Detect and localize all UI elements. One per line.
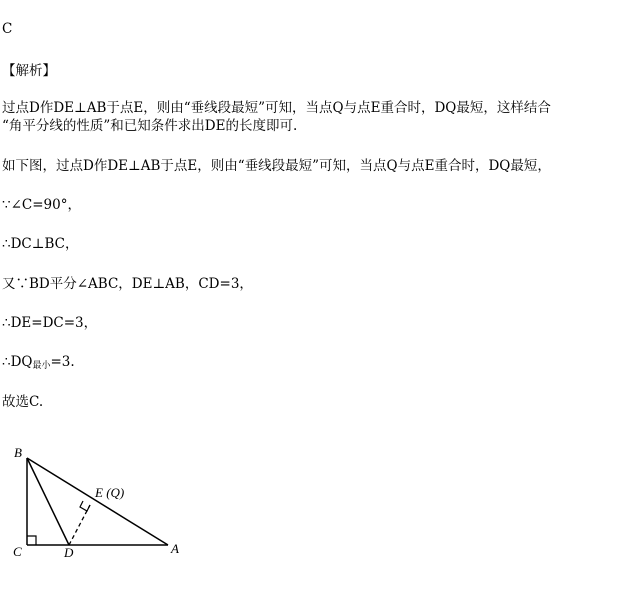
- label-e-q: E (Q): [95, 485, 125, 500]
- step-dc-perpendicular: ∴DC⊥BC，: [2, 236, 79, 252]
- label-d: D: [64, 545, 74, 560]
- label-a: A: [171, 541, 179, 556]
- right-angle-mark-e: [80, 501, 90, 511]
- analysis-heading: 【解析】: [2, 63, 56, 79]
- step-angle-c: ∵∠C=90°，: [2, 197, 81, 213]
- right-angle-mark-c: [27, 536, 36, 545]
- step-de-equals-dc: ∴DE=DC=3，: [2, 315, 98, 331]
- label-b: B: [14, 445, 22, 460]
- conclusion: 故选C.: [2, 394, 44, 410]
- dq-text: ∴DQ: [2, 354, 33, 370]
- dq-subscript: 最小: [32, 361, 51, 371]
- step-bisector: 又∵BD平分∠ABC，DE⊥AB，CD=3，: [2, 276, 253, 292]
- dq-value: =3.: [50, 354, 75, 370]
- solution-intro: 如下图，过点D作DE⊥AB于点E，则由“垂线段最短”可知，当点Q与点E重合时，DQ最短，: [2, 158, 551, 174]
- label-c: C: [13, 544, 22, 559]
- analysis-paragraph-line-1: 过点D作DE⊥AB于点E，则由“垂线段最短”可知，当点Q与点E重合时，DQ最短，这样结合: [2, 100, 551, 116]
- answer-letter: C: [2, 21, 13, 37]
- analysis-paragraph-line-2: “角平分线的性质”和已知条件求出DE的长度即可.: [2, 118, 298, 134]
